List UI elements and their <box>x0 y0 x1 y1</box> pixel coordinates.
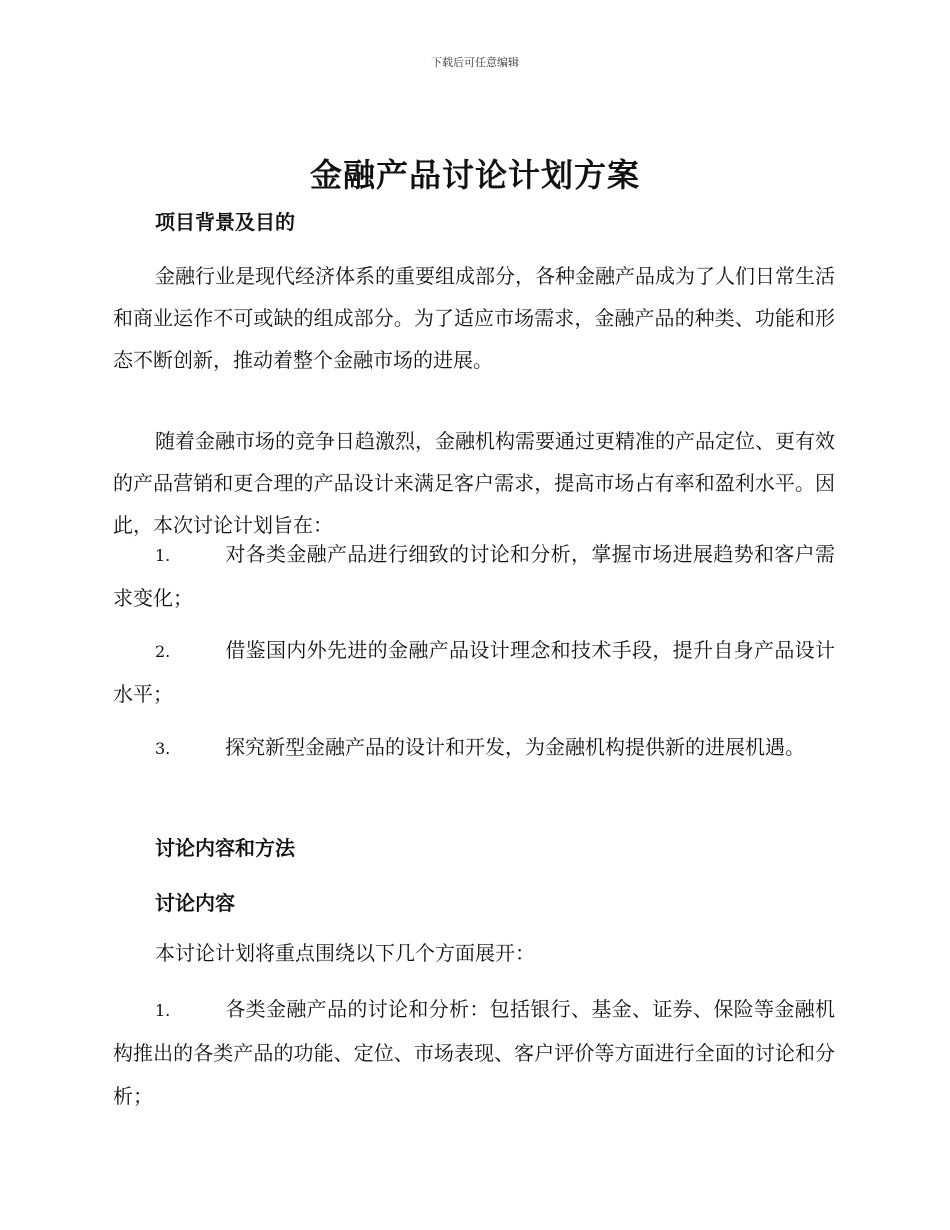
list-item-text: 探究新型金融产品的设计和开发，为金融机构提供新的进展机遇。 <box>225 735 805 759</box>
list-item-number: 1. <box>155 1001 171 1020</box>
list-item-text: 对各类金融产品进行细致的讨论和分析，掌握市场进展趋势和客户需求变化； <box>113 542 835 610</box>
section-heading-content-methods: 讨论内容和方法 <box>155 836 295 860</box>
list-item-text: 借鉴国内外先进的金融产品设计理念和技术手段，提升自身产品设计水平； <box>113 638 835 706</box>
paragraph-goals-intro: 随着金融市场的竞争日趋激烈，金融机构需要通过更精准的产品定位、更有效的产品营销和更合理的产品设计来满足客户需求，提高市场占有率和盈利水平。因此，本次讨论计划旨在： <box>113 429 835 537</box>
section-heading-background: 项目背景及目的 <box>155 210 295 234</box>
list-item <box>113 988 835 1118</box>
list-item <box>113 726 835 770</box>
list-item <box>113 629 835 716</box>
list-item-number: 2. <box>155 642 171 661</box>
document-title: 金融产品讨论计划方案 <box>309 156 640 194</box>
list-item <box>113 533 835 620</box>
list-item-number: 1. <box>155 546 171 565</box>
list-item-text: 各类金融产品的讨论和分析：包括银行、基金、证券、保险等金融机构推出的各类产品的功能、定位、市场表现、客户评价等方面进行全面的讨论和分析； <box>113 997 835 1108</box>
subsection-heading-content: 讨论内容 <box>155 891 235 915</box>
paragraph-content-intro: 本讨论计划将重点围绕以下几个方面展开： <box>155 941 535 965</box>
page-header-note: 下载后可任意编辑 <box>431 56 519 69</box>
paragraph-background: 金融行业是现代经济体系的重要组成部分，各种金融产品成为了人们日常生活和商业运作不可或缺的组成部分。为了适应市场需求，金融产品的种类、功能和形态不断创新，推动着整个金融市场的进展。 <box>113 264 835 372</box>
list-item-number: 3. <box>155 739 171 758</box>
